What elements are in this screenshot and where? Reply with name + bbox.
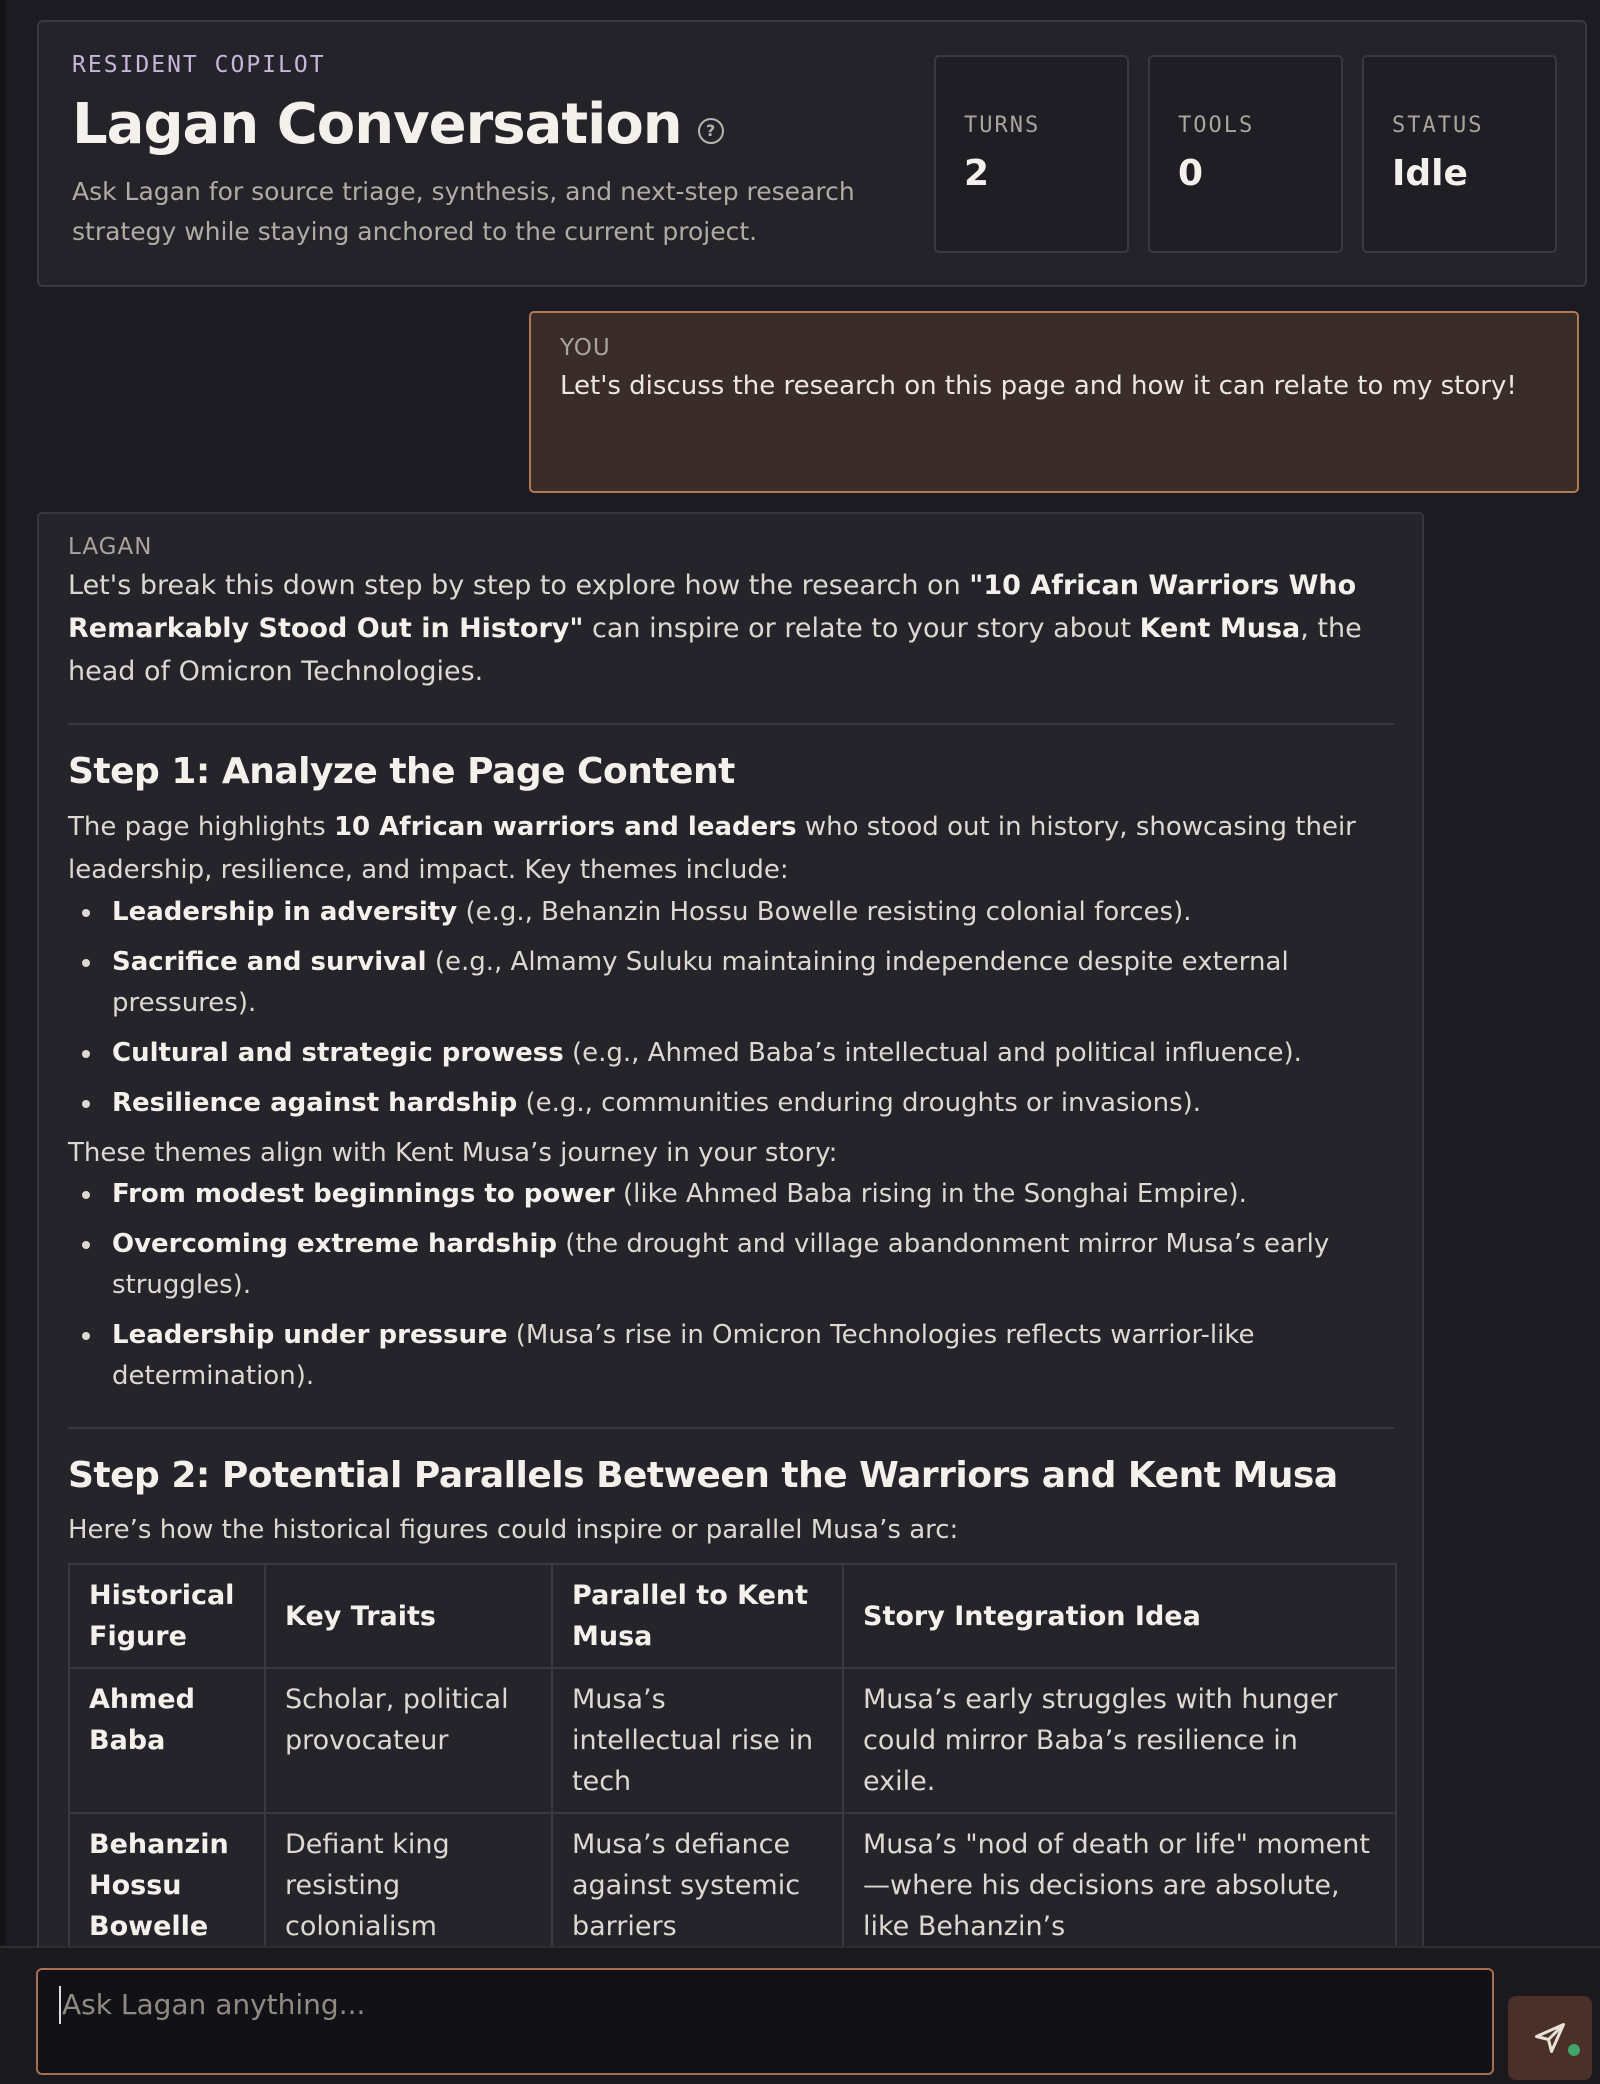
title-row bbox=[72, 92, 724, 157]
table-row bbox=[69, 1668, 1396, 1813]
conversation-header bbox=[37, 20, 1587, 287]
stat-label: TOOLS bbox=[1178, 113, 1255, 138]
table-cell: Behanzin Hossu Bowelle bbox=[69, 1813, 265, 1946]
list-item: From modest beginnings to power (like Ahmed Baba rising in the Songhai Empire). bbox=[68, 1174, 1394, 1215]
send-icon bbox=[1532, 2020, 1568, 2056]
alignment-intro: These themes align with Kent Musa’s journey in your story: bbox=[68, 1138, 838, 1168]
question-circle-icon[interactable]: ? bbox=[698, 118, 724, 144]
status-dot bbox=[1568, 2044, 1580, 2056]
table-cell: Musa’s defiance against systemic barriers bbox=[552, 1813, 843, 1946]
header-subtitle: Ask Lagan for source triage, synthesis, and next-step research strategy while staying anchored to the current project. bbox=[72, 177, 855, 246]
table-row bbox=[69, 1813, 1396, 1946]
header-eyebrow: RESIDENT COPILOT bbox=[72, 52, 326, 78]
message-role: YOU bbox=[560, 335, 611, 361]
message-composer bbox=[0, 1946, 1600, 2084]
chat-input[interactable] bbox=[36, 1968, 1494, 2075]
page-title: Lagan Conversation bbox=[72, 92, 682, 157]
table-cell: Musa’s "nod of death or life" moment—where his decisions are absolute, like Behanzin’s bbox=[843, 1813, 1396, 1946]
send-button[interactable] bbox=[1508, 1996, 1592, 2080]
message-text: Let's discuss the research on this page and how it can relate to my story! bbox=[560, 371, 1517, 401]
table-cell: Defiant king resisting colonialism bbox=[265, 1813, 552, 1946]
stat-value: 0 bbox=[1178, 153, 1204, 194]
list-item: Cultural and strategic prowess (e.g., Ahmed Baba’s intellectual and political influence). bbox=[68, 1033, 1394, 1074]
assistant-intro: Let's break this down step by step to explore how the research on "10 African Warriors Who Remarkably Stood Out in History" can inspire or relate to your story about Kent Musa, the head of Omicron Technologies. bbox=[68, 570, 1362, 687]
message-role: LAGAN bbox=[68, 534, 153, 560]
column-header: Parallel to Kent Musa bbox=[552, 1564, 843, 1668]
table-cell: Musa’s intellectual rise in tech bbox=[552, 1668, 843, 1813]
table-cell: Ahmed Baba bbox=[69, 1668, 265, 1813]
list-item: Overcoming extreme hardship (the drought and village abandonment mirror Musa’s early struggles). bbox=[68, 1224, 1394, 1306]
stat-value: 2 bbox=[964, 153, 990, 194]
table-cell: Musa’s early struggles with hunger could mirror Baba’s resilience in exile. bbox=[843, 1668, 1396, 1813]
alignments-list bbox=[68, 1174, 1394, 1397]
step2-intro: Here’s how the historical figures could inspire or parallel Musa’s arc: bbox=[68, 1515, 959, 1545]
parallels-table bbox=[68, 1563, 1397, 1946]
divider bbox=[68, 723, 1394, 725]
list-item: Sacrifice and survival (e.g., Almamy Suluku maintaining independence despite external pressures). bbox=[68, 942, 1394, 1024]
divider bbox=[68, 1427, 1394, 1429]
stat-label: STATUS bbox=[1392, 113, 1484, 138]
assistant-message bbox=[37, 512, 1424, 1946]
user-message bbox=[529, 311, 1579, 493]
themes-list bbox=[68, 892, 1394, 1124]
text-caret bbox=[59, 1986, 61, 2024]
column-header: Historical Figure bbox=[69, 1564, 265, 1668]
step1-heading: Step 1: Analyze the Page Content bbox=[68, 751, 735, 792]
column-header: Key Traits bbox=[265, 1564, 552, 1668]
list-item: Leadership in adversity (e.g., Behanzin Hossu Bowelle resisting colonial forces). bbox=[68, 892, 1394, 933]
table-cell: Scholar, political provocateur bbox=[265, 1668, 552, 1813]
list-item: Leadership under pressure (Musa’s rise in Omicron Technologies reflects warrior-like determination). bbox=[68, 1315, 1394, 1397]
stat-tools bbox=[1148, 55, 1343, 253]
step2-heading: Step 2: Potential Parallels Between the Warriors and Kent Musa bbox=[68, 1455, 1338, 1496]
stat-turns bbox=[934, 55, 1129, 253]
stat-label: TURNS bbox=[964, 113, 1041, 138]
column-header: Story Integration Idea bbox=[843, 1564, 1396, 1668]
stat-status bbox=[1362, 55, 1557, 253]
table-header-row bbox=[69, 1564, 1396, 1668]
step1-paragraph: The page highlights 10 African warriors and leaders who stood out in history, showcasing their leadership, resilience, and impact. Key themes include: bbox=[68, 812, 1356, 885]
list-item: Resilience against hardship (e.g., communities enduring droughts or invasions). bbox=[68, 1083, 1394, 1124]
stat-value: Idle bbox=[1392, 153, 1468, 194]
